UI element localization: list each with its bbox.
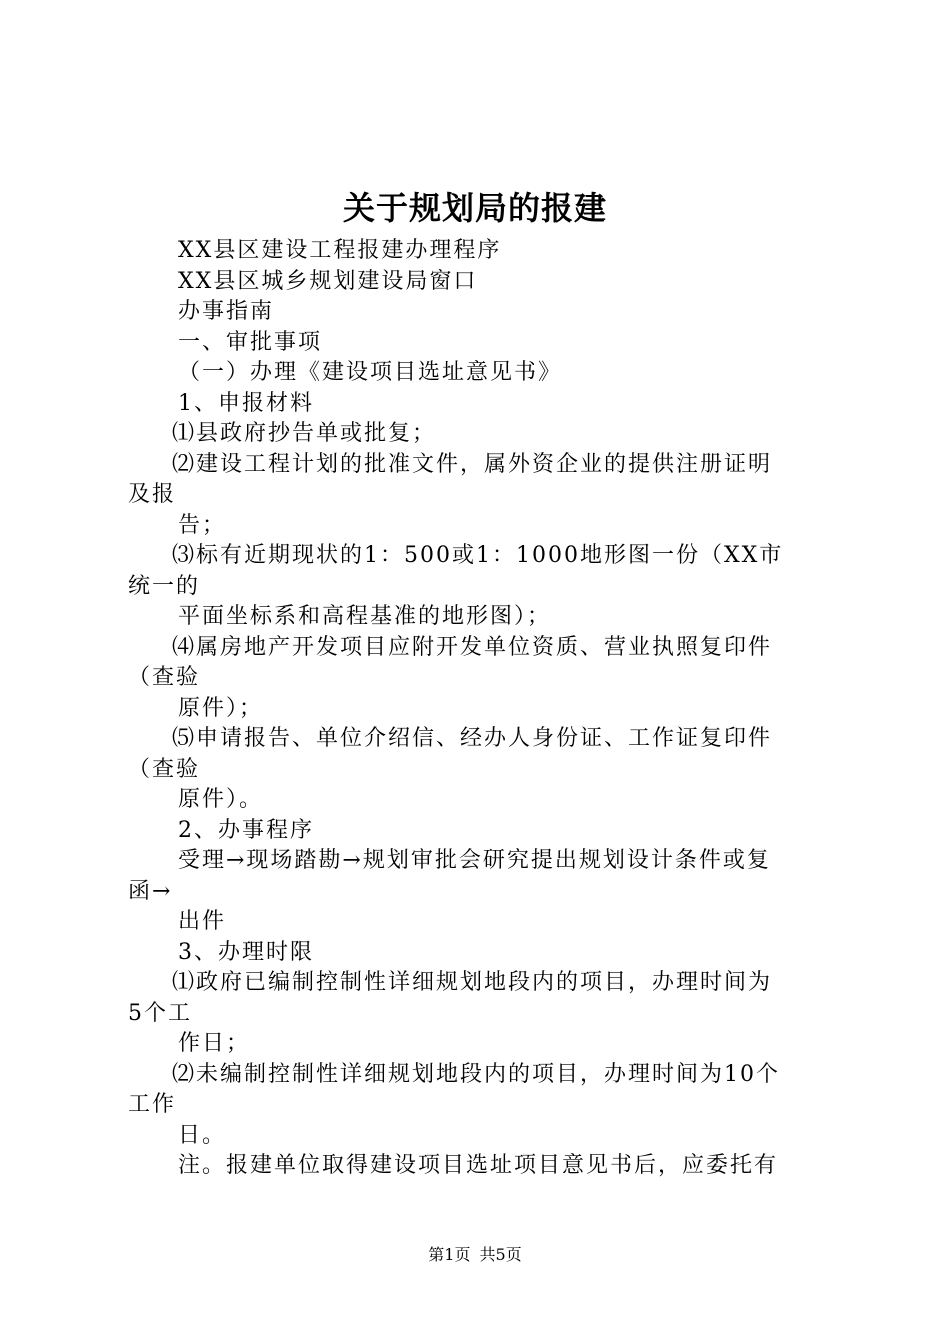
text-line: 出件: [178, 909, 227, 934]
text-line: ⑴县政府抄告单或批复；: [172, 421, 437, 446]
document-title: 关于规划局的报建: [342, 189, 607, 227]
text-line: ⑸申请报告、单位介绍信、经办人身份证、工作证复印件: [172, 726, 773, 751]
text-line: 2、办事程序: [178, 817, 314, 843]
text-line: 函→: [128, 878, 173, 904]
page-footer: [0, 1243, 950, 1267]
document-body: [128, 236, 834, 1182]
text-line: ⑷属房地产开发项目应附开发单位资质、营业执照复印件: [172, 634, 773, 660]
text-line: XX县区城乡规划建设局窗口: [178, 268, 478, 294]
text-line: 告；: [178, 512, 227, 538]
text-line: ⑶标有近期现状的1：500或1：1000地形图一份（XX市: [172, 543, 784, 568]
text-line: 5个工: [128, 1000, 192, 1026]
text-line: ⑵未编制控制性详细规划地段内的项目，办理时间为10个: [172, 1061, 780, 1087]
text-line: ⑵建设工程计划的批准文件，属外资企业的提供注册证明: [172, 451, 773, 477]
text-line: （查验: [128, 665, 201, 690]
page-total: 共5页: [479, 1245, 522, 1264]
text-line: ⑴政府已编制控制性详细规划地段内的项目，办理时间为: [172, 970, 773, 995]
text-line: 3、办理时限: [178, 939, 314, 965]
text-line: 平面坐标系和高程基准的地形图）；: [178, 604, 552, 629]
text-line: 工作: [128, 1092, 177, 1117]
text-line: （一）办理《建设项目选址意见书》: [178, 360, 563, 385]
text-line: 注。报建单位取得建设项目选址项目意见书后，应委托有: [178, 1153, 779, 1178]
text-line: XX县区建设工程报建办理程序: [178, 238, 502, 263]
text-line: 一、审批事项: [178, 329, 323, 355]
text-line: 1、申报材料: [178, 390, 314, 416]
text-line: 及报: [128, 482, 177, 507]
text-line: 办事指南: [178, 299, 275, 324]
text-line: 作日；: [178, 1031, 251, 1056]
text-line: 受理→现场踏勘→规划审批会研究提出规划设计条件或复: [178, 848, 771, 873]
page-number: 第1页: [428, 1245, 471, 1264]
text-line: 统一的: [128, 573, 201, 599]
text-line: 日。: [178, 1122, 227, 1148]
text-line: 原件）；: [178, 695, 264, 721]
text-line: （查验: [128, 756, 201, 782]
text-line: 原件）。: [178, 787, 264, 812]
